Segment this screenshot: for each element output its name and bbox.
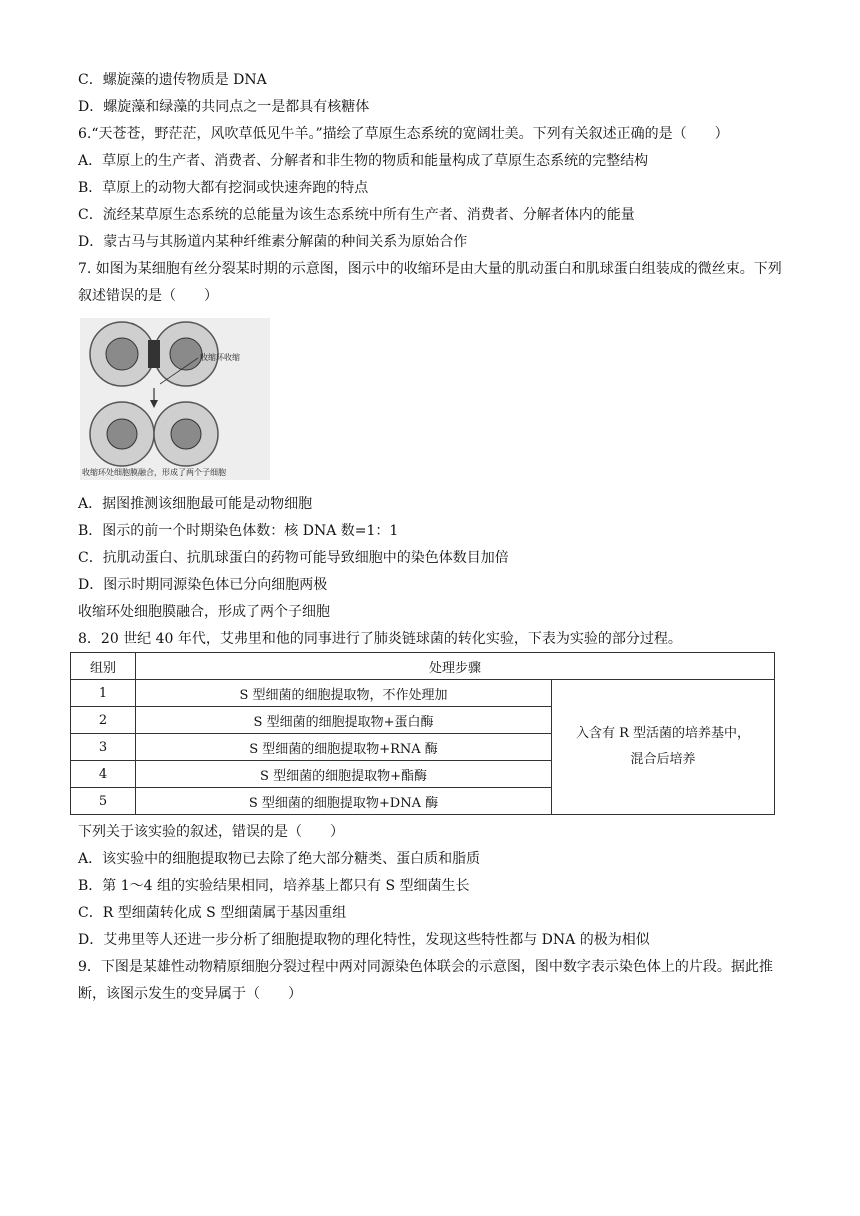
figure-note-text: 收缩环处细胞膜融合，形成了两个子细胞 xyxy=(78,604,330,620)
option-5c: C．螺旋藻的遗传物质是 DNA xyxy=(78,72,267,88)
option-7b: B．图示的前一个时期染色体数：核 DNA 数=1：1 xyxy=(78,523,399,539)
group-cell: 5 xyxy=(71,788,136,815)
question-7: 7. 如图为某细胞有丝分裂某时期的示意图，图示中的收缩环是由大量的肌动蛋白和肌球蛋白组装成的微丝束。下列叙述错误的是（ ） xyxy=(78,261,782,304)
option-6d: D．蒙古马与其肠道内某种纤维素分解菌的种间关系为原始合作 xyxy=(78,234,468,250)
experiment-table xyxy=(70,652,775,815)
question-6: 6.“天苍苍，野茫茫，风吹草低见牛羊。”描绘了草原生态系统的宽阔壮美。下列有关叙述正确的是（ ） xyxy=(78,126,729,142)
option-8d: D．艾弗里等人还进一步分析了细胞提取物的理化特性，发现这些特性都与 DNA 的极为相似 xyxy=(78,932,650,948)
option-7c: C．抗肌动蛋白、抗肌球蛋白的药物可能导致细胞中的染色体数目加倍 xyxy=(78,550,509,566)
step-cell: S 型细菌的细胞提取物，不作处理加 xyxy=(136,680,552,707)
step-cell: S 型细菌的细胞提取物+RNA 酶 xyxy=(136,734,552,761)
group-cell: 4 xyxy=(71,761,136,788)
question-8-stem: 下列关于该实验的叙述，错误的是（ ） xyxy=(78,824,344,840)
option-7d: D．图示时期同源染色体已分向细胞两极 xyxy=(78,577,328,593)
merged-note-line-1: 入含有 R 型活菌的培养基中， xyxy=(575,726,751,741)
option-8c: C．R 型细菌转化成 S 型细菌属于基因重组 xyxy=(78,905,347,921)
step-cell: S 型细菌的细胞提取物+蛋白酶 xyxy=(136,707,552,734)
step-cell: S 型细菌的细胞提取物+酯酶 xyxy=(136,761,552,788)
merged-note-cell xyxy=(552,680,775,815)
option-7a: A．据图推测该细胞最可能是动物细胞 xyxy=(78,496,313,512)
header-group: 组别 xyxy=(71,653,136,680)
option-6b: B．草原上的动物大都有挖洞或快速奔跑的特点 xyxy=(78,180,369,196)
header-steps: 处理步骤 xyxy=(136,653,775,680)
cell-division-illustration xyxy=(80,318,270,480)
table-header-row xyxy=(71,653,775,680)
group-cell: 3 xyxy=(71,734,136,761)
option-5d: D．螺旋藻和绿藻的共同点之一是都具有核糖体 xyxy=(78,99,370,115)
figure-caption: 收缩环处细胞膜融合，形成了两个子细胞 xyxy=(82,468,226,477)
cell-division-figure xyxy=(80,318,270,480)
option-8b: B．第 1～4 组的实验结果相同，培养基上都只有 S 型细菌生长 xyxy=(78,878,470,894)
option-8a: A．该实验中的细胞提取物已去除了绝大部分糖类、蛋白质和脂质 xyxy=(78,851,481,867)
contractile-ring-mark xyxy=(148,340,160,368)
group-cell: 1 xyxy=(71,680,136,707)
table-row xyxy=(71,680,775,707)
group-cell: 2 xyxy=(71,707,136,734)
option-6c: C．流经某草原生态系统的总能量为该生态系统中所有生产者、消费者、分解者体内的能量 xyxy=(78,207,635,223)
question-8: 8．20 世纪 40 年代，艾弗里和他的同事进行了肺炎链球菌的转化实验，下表为实验的部分过程。 xyxy=(78,631,682,647)
option-6a: A．草原上的生产者、消费者、分解者和非生物的物质和能量构成了草原生态系统的完整结构 xyxy=(78,153,649,169)
figure-label-contraction: 收缩环收缩 xyxy=(200,353,240,362)
step-cell: S 型细菌的细胞提取物+DNA 酶 xyxy=(136,788,552,815)
question-9: 9．下图是某雄性动物精原细胞分裂过程中两对同源染色体联会的示意图，图中数字表示染色体上的片段。据此推断，该图示发生的变异属于（ ） xyxy=(78,959,773,1002)
merged-note-line-2: 混合后培养 xyxy=(630,752,696,767)
